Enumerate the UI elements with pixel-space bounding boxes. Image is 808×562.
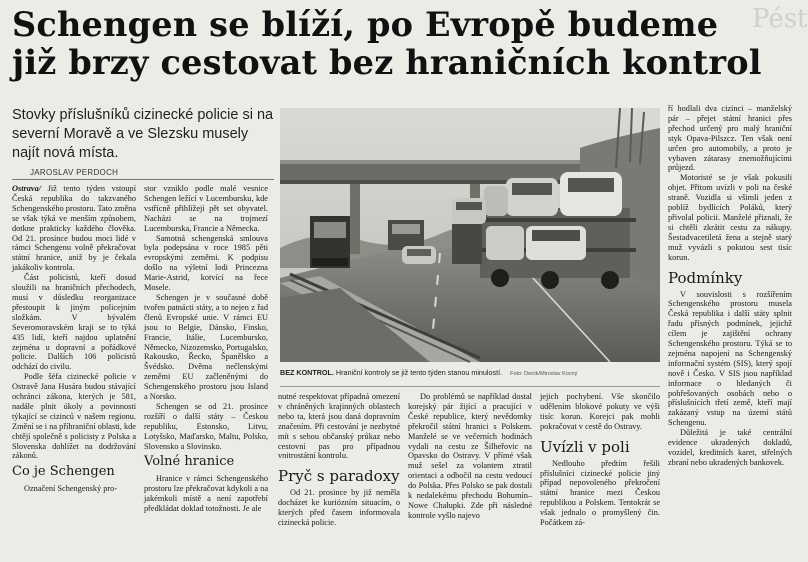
article-column-6 xyxy=(668,104,792,468)
highway-border-photo xyxy=(280,108,660,362)
subheading-uvizli-v-poli: Uvízli v poli xyxy=(540,437,630,456)
paragraph: Motoristé se je však pokusili objet. Přitom uvízli v poli na české straně. Vozidla si všimli jeden z poblíž bydlících Poláků, který přivolal policii. Manželé přiznali, že si chtěli zkrátit cestu za nákupy. Šestadvacetiletá žena a stejně starý muž vyvázli s pokutou sest tisíc korun. xyxy=(668,173,792,262)
lead-paragraph: Stovky příslušníků cizinecké policie si na severní Moravě a ve Slezsku musely najít nová místa. xyxy=(12,107,274,161)
paragraph: Označení Schengenský pro- xyxy=(24,484,118,494)
byline-divider xyxy=(12,179,274,180)
article-column-5 xyxy=(540,392,660,528)
subheading-pryc-s-paradoxy: Pryč s paradoxy xyxy=(278,467,400,486)
subheading-volne-hranice: Volné hranice xyxy=(144,454,235,470)
caption-lead: BEZ KONTROL. xyxy=(280,368,334,377)
caption-divider xyxy=(280,386,660,387)
adjacent-article-heading: Pést xyxy=(752,4,808,34)
dateline: Ostrava/ xyxy=(12,184,42,193)
paragraph: stor vzniklo podle malé vesnice Schengen ležící v Lucembursku, kde vstřícně přihlížejí pět set obyvatel. Nacházi se na trojmezí Lucemburska, Francie a Německa. xyxy=(144,184,268,233)
paragraph: Podle šéfa cizinecké policie v Ostravě Jana Husára budou stávající ochránci zákona, kterých je 581, nadále plnit úkoly a povinnosti týkající se cizinců v našem regionu. Změní se i na příhraniční oblasti, kde chtějí společně s policisty z Polska a Slovenska dohlížet na dodržování zákonů. xyxy=(12,372,136,461)
paragraph: ří hodlali dva cizinci – manželský pár – přejet státní hranici přes přechod určený pro malý hraniční styk Opava-Pilszcz. Ten však není určen pro automobily, a proto je vybaven zátarasy znemožňujícími průjezd. xyxy=(668,104,792,173)
paragraph: Důležitá je také centrální evidence ukradených dokladů, vozidel, kreditních karet, střelných zbraní nebo ukradených bankovek. xyxy=(668,428,792,467)
article-column-4 xyxy=(408,392,532,521)
paragraph: V souvislosti s rozšířením Schengenského prostoru musela Česká republika i další státy splnit řadu přísných podmínek, jejichž cílem je zajištění ochrany Schengenského prostoru. Týká se to zejména napojení na Schengenský informační systém (SIS), který spojí nově i Česko. V SIS jsou například informace o hledaných či pohřešovaných osobách nebo o příslušnících třetí země, kteří mají zakázaný vstup na území států Schengenu. xyxy=(668,289,792,428)
paragraph: Nedlouho předtím řešili příslušníci cizinecké policie jiný případ nepovoleného překročení státní hranice mezi Českou republikou a Polskem. Tentokrát se však jednalo o promyšlený čin. Počátkem zá- xyxy=(540,458,660,528)
paragraph: Schengen se od 21. prosince rozšíří o další státy – Českou republiku, Estonsko, Litvu, Lotyšsko, Maďarsko, Maltu, Polsko, Slovensko a Slovinsko. xyxy=(144,401,268,451)
paragraph-text: Již tento týden vstoupí Česká republika do takzvaného Schengenského prostoru. Tato změna se však týká ve menším způsobem, dotkne prakticky každého člověka. Od 21. prosince budou moci lidé v rámci Schengenu volně překračovat státní hranice, aniž by je čekala jakákoliv kontrola. xyxy=(12,184,136,273)
paragraph: nutné respektovat případná omezení v chráněných krajinných oblastech nebo ta, která jsou daná dopravním značením. Při cestování je nezbytné mít s sebou občanský průkaz nebo cestovní pas pro případnou vnitrostátní kontrolu. xyxy=(278,392,400,461)
headline: Schengen se blíží, po Evropě budeme již brzy cestovat bez hraničních kontrol xyxy=(12,5,762,82)
article-column-2 xyxy=(144,184,268,514)
photo-credit: Foto: Deník/Miroslav Kocný xyxy=(510,371,578,377)
caption-text: Hraniční kontroly se již tento týden stanou minulostí. xyxy=(335,368,503,377)
paragraph xyxy=(12,184,136,273)
subheading-co-je-schengen: Co je Schengen xyxy=(12,464,115,480)
photo-caption xyxy=(280,368,660,379)
paragraph: Od 21. prosince by již neměla docházet ke kuriózním situacím, o kterých před časem informovala cizinecká policie. xyxy=(278,488,400,528)
article-column-1 xyxy=(12,184,136,494)
paragraph: Do problémů se například dostal korejský pár žijící a pracující v České republice, který nevědomky překročil státní hranici s Polskem. Manželé se ve večerních hodinách vydali na cestu ze Šilheřovic na Opavsko do Ostravy. V přímé však muž sešel za volantem ztratil orientaci a odbočil na cestu vedoucí do Polska. Přes Polsko se pak dostali k nedalekému přechodu Bohumín–Nowe Chałupki. Zde při následné kontrole vyšlo najevo xyxy=(408,392,532,520)
subheading-podminky: Podmínky xyxy=(668,268,743,287)
paragraph: jejich pochybení. Vše skončilo udělením blokové pokuty ve výši tisíc korun. Korejci pak mohli pokračovat v cestě do Ostravy. xyxy=(540,392,660,431)
paragraph: Schengen je v současné době tvořen patnácti státy, a to nejen z řad členů Evropské unie. V rámci EU jsou to Belgie, Dánsko, Finsko, Francie, Itálie, Lucembursko, Německo, Nizozemsko, Portugalsko, Rakousko, Řecko, Španělsko a Švédsko. Dvěma nečlenskými zeměmi EU začleněnými do Schengenského prostoru jsou Island a Norsko. xyxy=(144,292,268,402)
article-column-3 xyxy=(278,392,400,528)
paragraph: Samotná schengenská smlouva byla podepsána v roce 1985 pěti evropskými zeměmi. K podpisu došlo na výletní lodi Princezna Marie-Astrid, kotvící na řece Mosele. xyxy=(144,233,268,293)
paragraph: Část policistů, kteří dosud sloužili na hraničních přechodech, musí v důsledku reorganizace přestoupit k jiným policejním složkám. V bývalém Severomoravském kraji se to týká 435 lidí, kteří najdou uplatnění zejména u dopravní a pořádkové policie. Dalších 106 policistů odchází do civilu. xyxy=(12,273,136,372)
paragraph: Hranice v rámci Schengenského prostoru lze překračovat kdykoli a na jakémkoli místě a není zapotřebí předkládat doklad totožnosti. Je ale xyxy=(144,474,268,514)
byline: JAROSLAV PERDOCH xyxy=(30,168,119,177)
